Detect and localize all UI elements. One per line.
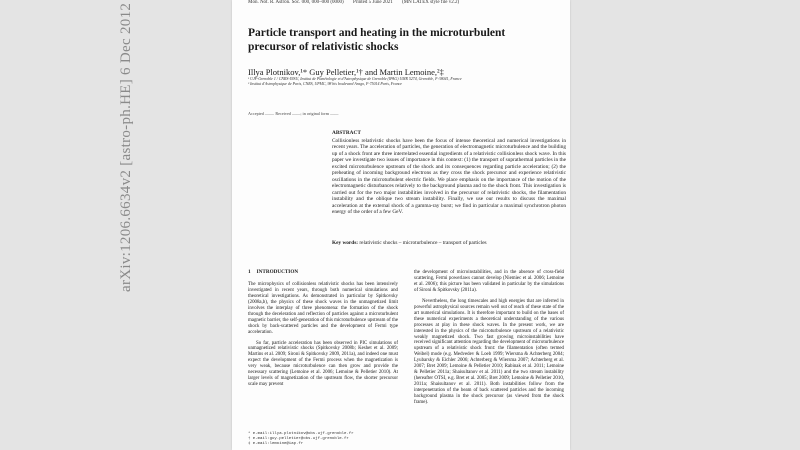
abstract — [332, 130, 566, 216]
paragraph: The microphysics of collisionless relativistic shocks has been intensively investigated in recent years, through both numerical simulations and theoretical investigations. As demonstrated in particular by Spitkovsky (2008a,b), the physics of these shock waves in the unmagnetized limit involves the interplay of three phenomena: the formation of the shock through the deceleration and reflection of particles against a microturbulent magnetic barrier, the self-generation of this microturbulence upstream of the shock by back-scattered particles and the development of Fermi type acceleration. — [248, 281, 398, 335]
left-column — [248, 270, 398, 388]
author-list: Illya Plotnikov,¹* Guy Pelletier,¹† and Martin Lemoine,²‡ — [248, 67, 444, 77]
keywords-text: relativistic shocks – microturbulence – transport of particles — [359, 240, 487, 246]
section-heading — [248, 270, 398, 276]
printed-date: Printed 5 June 2021 — [352, 0, 393, 5]
footnote-email: † e-mail:guy.pelletier@obs.ujf-grenoble.fr — [248, 437, 349, 441]
journal-citation: Mon. Not. R. Astron. Soc. 000, 000–000 (0000) — [248, 0, 344, 5]
affiliations — [248, 77, 548, 87]
abstract-heading: ABSTRACT — [332, 130, 361, 136]
style-file-note: (MN LATEX style file v2.2) — [402, 0, 460, 5]
abstract-text: Collisionless relativistic shocks have been the focus of intense theoretical and numerical investigations in recent years. The acceleration of particles, the generation of electromagnetic microturbulence and the building up of a shock front are three interrelated essential ingredients of a relativistic collisionless shock wave. In this paper we investigate two issues of importance in this context: (1) the transport of suprathermal particles in the excited microturbulence upstream of the shock and its consequences regarding particle acceleration; (2) the preheating of incoming background electrons as they cross the shock precursor and experience relativistic oscillations in the microturbulent electric fields. We place emphasis on the importance of the motion of the electromagnetic disturbances relatively to the background plasma and to the shock front. This investigation is carried out for the two major instabilities involved in the precursor of relativistic shocks, the filamentation instability and the oblique two stream instability. Finally, we use our results to discuss the maximal acceleration at the external shock of a gamma-ray burst; we find in particular a maximal synchrotron photon energy of the order of a few GeV. — [332, 137, 566, 215]
received-line: Accepted ——. Received ——; in original form —— — [248, 111, 339, 116]
right-column — [414, 270, 564, 406]
paper-page — [232, 0, 570, 450]
paragraph: So far, particle acceleration has been observed in PIC simulations of unmagnetized relativistic shocks (Spitkovsky 2008b; Keshet et al. 2009; Martins et al. 2009; Sironi & Spitkovsky 2009, 2011a), and indeed one must expect the development of the Fermi process when the magnetization is very weak, because microturbulence can then grow and provide the necessary scattering (Lemoine et al. 2006; Lemoine & Pelletier 2010). At larger levels of magnetization of the upstream flow, the shorter precursor scale may prevent — [248, 340, 398, 388]
affiliation-1: ¹ UJF-Grenoble 1 / CNRS-INSU, Institut de Planétologie et d'Astrophysique de Grenoble (IPAG) UMR 5274, Grenoble, F-38041, France — [248, 77, 462, 81]
paper-title: Particle transport and heating in the microturbulent precursor of relativistic shocks — [248, 27, 506, 53]
running-head — [248, 0, 467, 5]
arxiv-identifier-stamp: arXiv:1206.6634v2 [astro-ph.HE] 6 Dec 2012 — [118, 2, 134, 292]
keywords-label: Key words: — [332, 240, 359, 246]
affiliation-2: ² Institut d'Astrophysique de Paris, CNRS, UPMC, 98 bis boulevard Arago, F-75014 Paris, France — [248, 82, 403, 86]
paragraph: the development of microinstabilities, and in the absence of cross-field scattering, Fermi powerlaws cannot develop (Niemiec et al. 2006; Lemoine et al. 2006); this picture has been validated in particular by the simulations of Sironi & Spitkovsky (2011a). — [414, 270, 564, 293]
footnotes — [248, 432, 408, 447]
paragraph: Nevertheless, the long timescales and high energies that are inferred in powerful astrophysical sources remain well out of reach of these state of the art numerical simulations. It is therefore important to build on the bases of these numerical experiments a theoretical understanding of the various processes at play in these shock waves. In the present work, we are interested in the physics of the microturbulence upstream of a relativistic weakly magnetized shock. Two fast growing microinstabilities have received significant attention regarding the development of microturbulence upstream of a relativistic shock front: the filamentation (often termed Weibel) mode (e.g. Medvedev & Loeb 1999; Wiersma & Achterberg 2004; Lyubarsky & Eichler 2006; Achterberg & Wiersma 2007; Achterberg et al. 2007; Bret 2009; Lemoine & Pelletier 2010; Rabinak et al. 2011; Lemoine & Pelletier 2011a; Shaisultanov et al. 2011) and the two stream instability (hereafter OTSI, e.g. Bret et al. 2005; Bret 2009; Lemoine & Pelletier 2010, 2011a; Shaisultanov et al. 2011). Both instabilities follow from the interpenetration of the beam of back scattered particles and the incoming background plasma in the shock precursor (as viewed from the shock frame). — [414, 298, 564, 406]
section-number: 1 — [248, 269, 251, 275]
keywords — [332, 240, 566, 246]
footnote-email: * e-mail:illya.plotnikov@obs.ujf-grenoble.fr — [248, 432, 354, 436]
footnote-email: ‡ e-mail:lemoine@iap.fr — [248, 442, 304, 446]
section-title: INTRODUCTION — [256, 269, 299, 275]
